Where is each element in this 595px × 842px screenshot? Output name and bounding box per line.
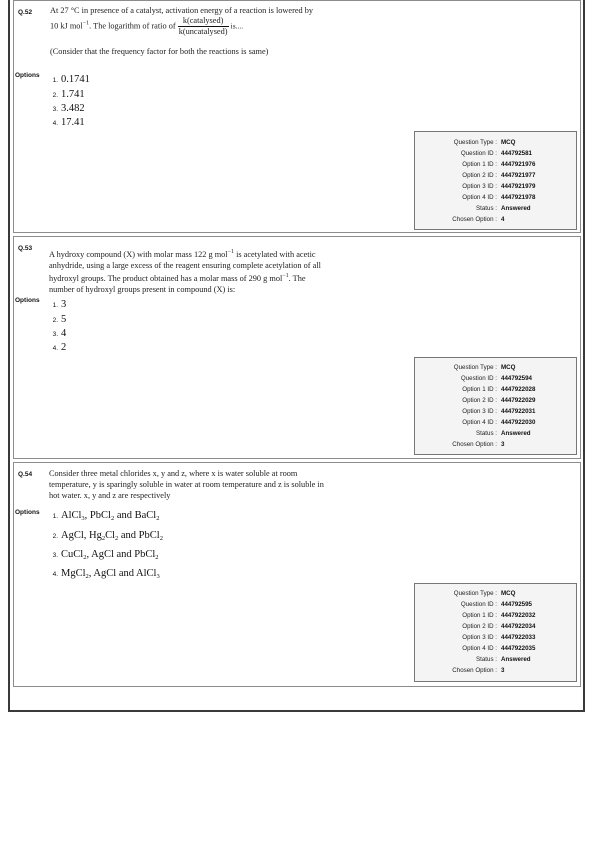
- info-label: Chosen Option :: [452, 441, 497, 448]
- option2-id-value: 4447922034: [501, 623, 536, 630]
- option-4[interactable]: [48, 563, 160, 581]
- info-label: Option 2 ID :: [462, 172, 497, 179]
- option-number: 3.: [52, 106, 58, 113]
- option-value: AgCl, $Hg_2Cl_2$ and PbCl$_2$: [61, 530, 163, 542]
- info-label: Option 4 ID :: [462, 419, 497, 426]
- info-label: Option 4 ID :: [462, 194, 497, 201]
- info-label: Status :: [476, 430, 497, 437]
- option-number: 3.: [52, 331, 58, 338]
- question-id-value: 444792594: [501, 375, 532, 382]
- info-label: Question ID :: [460, 150, 497, 157]
- question-text-line: [49, 247, 394, 260]
- info-label: Question ID :: [460, 375, 497, 382]
- question-id-value: 444792581: [501, 150, 532, 157]
- option-value: 2: [61, 342, 67, 353]
- option-number: 2.: [52, 92, 58, 99]
- question-number: Q.53: [18, 245, 33, 252]
- info-label: Option 2 ID :: [462, 397, 497, 404]
- question-number: Q.52: [18, 9, 33, 16]
- question-id-value: 444792595: [501, 601, 532, 608]
- question-block-q53: [13, 236, 581, 459]
- info-label: Chosen Option :: [452, 216, 497, 223]
- question-text-line: At 27 °C in presence of a catalyst, activation energy of a reaction is lowered by: [50, 6, 314, 15]
- option-number: 4.: [52, 120, 58, 127]
- fraction-denominator: k(uncatalysed): [178, 27, 228, 36]
- option-number: 2.: [52, 317, 58, 324]
- status-value: Answered: [501, 430, 531, 437]
- question-number: Q.54: [18, 471, 33, 478]
- question-text-line: temperature, y is sparingly soluble in water at room temperature and z is soluble in: [49, 480, 324, 489]
- status-value: Answered: [501, 205, 531, 212]
- option-2[interactable]: [48, 525, 163, 543]
- question-info-panel: [414, 357, 577, 455]
- question-text: [49, 247, 394, 295]
- question-text-span: is acetylated with acetic: [236, 250, 316, 259]
- info-label: Status :: [476, 205, 497, 212]
- question-type-value: MCQ: [501, 139, 516, 146]
- chosen-option-value: 4: [501, 216, 505, 223]
- options-label: Options: [15, 509, 40, 516]
- question-type-value: MCQ: [501, 364, 516, 371]
- option4-id-value: 4447922030: [501, 419, 536, 426]
- info-label: Question Type :: [453, 590, 497, 597]
- option4-id-value: 4447921978: [501, 194, 536, 201]
- option3-id-value: 4447922031: [501, 408, 536, 415]
- option-4[interactable]: [48, 337, 66, 355]
- option-value: 1.741: [61, 89, 85, 100]
- superscript: −1: [82, 20, 90, 27]
- option-value: CuCl$_2$, AgCl and PbCl$_2$: [61, 549, 159, 561]
- info-label: Option 1 ID :: [462, 386, 497, 393]
- fraction-numerator: k(catalysed): [178, 16, 229, 27]
- info-label: Option 4 ID :: [462, 645, 497, 652]
- question-text-line: Consider three metal chlorides x, y and z, where x is water soluble at room: [49, 469, 298, 478]
- info-label: Question Type :: [453, 364, 497, 371]
- option1-id-value: 4447922032: [501, 612, 536, 619]
- question-text-line: [49, 271, 394, 284]
- question-text-span: A hydroxy compound (X) with molar mass 122 g mol: [49, 250, 228, 259]
- option4-id-value: 4447922035: [501, 645, 536, 652]
- option-4[interactable]: [48, 112, 85, 130]
- info-label: Question Type :: [453, 139, 497, 146]
- option-number: 3.: [52, 552, 58, 559]
- option-value: AlCl$_3$, PbCl$_2$ and BaCl$_2$: [61, 510, 160, 522]
- option3-id-value: 4447922033: [501, 634, 536, 641]
- info-label: Option 2 ID :: [462, 623, 497, 630]
- option-value: 5: [61, 314, 67, 325]
- option-1[interactable]: [48, 505, 159, 523]
- ratio-fraction: [178, 16, 229, 37]
- info-label: Question ID :: [460, 601, 497, 608]
- question-block-q54: [13, 462, 581, 687]
- option-value: 4: [61, 328, 67, 339]
- chosen-option-value: 3: [501, 667, 505, 674]
- question-text: [49, 468, 394, 501]
- option-number: 4.: [52, 571, 58, 578]
- info-label: Option 3 ID :: [462, 183, 497, 190]
- question-block-q52: [13, 0, 581, 233]
- question-text-line: hot water. x, y and z are respectively: [49, 491, 171, 500]
- question-text-line: number of hydroxyl groups present in compound (X) is:: [49, 285, 236, 294]
- option1-id-value: 4447921976: [501, 161, 536, 168]
- question-text-line: anhydride, using a large excess of the reagent ensuring complete acetylation of all: [49, 261, 321, 270]
- question-text: [50, 5, 390, 57]
- superscript: −1: [227, 249, 234, 255]
- answer-sheet-page: [8, 0, 585, 712]
- option-value: 3: [61, 299, 67, 310]
- option-number: 1.: [52, 302, 58, 309]
- option2-id-value: 4447922029: [501, 397, 536, 404]
- question-text-span: hydroxyl groups. The product obtained has a molar mass of 290 g mol: [49, 274, 283, 283]
- option3-id-value: 4447921979: [501, 183, 536, 190]
- question-text-line: (Consider that the frequency factor for both the reactions is same): [50, 47, 269, 56]
- question-type-value: MCQ: [501, 590, 516, 597]
- info-label: Option 1 ID :: [462, 612, 497, 619]
- option-number: 1.: [52, 77, 58, 84]
- option-number: 4.: [52, 345, 58, 352]
- option-number: 1.: [52, 513, 58, 520]
- question-text-span: . The: [288, 274, 306, 283]
- options-label: Options: [15, 297, 40, 304]
- option1-id-value: 4447922028: [501, 386, 536, 393]
- superscript: −1: [282, 273, 289, 279]
- option2-id-value: 4447921977: [501, 172, 536, 179]
- status-value: Answered: [501, 656, 531, 663]
- info-label: Option 1 ID :: [462, 161, 497, 168]
- question-info-panel: [414, 131, 577, 230]
- question-text-span: . The logarithm of ratio of: [89, 21, 176, 31]
- option-value: 3.482: [61, 103, 85, 114]
- question-info-panel: [414, 583, 577, 682]
- option-value: MgCl$_2$, AgCl and AlCl$_3$: [61, 568, 160, 580]
- info-label: Option 3 ID :: [462, 408, 497, 415]
- option-value: 0.1741: [61, 74, 90, 85]
- info-label: Status :: [476, 656, 497, 663]
- info-label: Chosen Option :: [452, 667, 497, 674]
- info-label: Option 3 ID :: [462, 634, 497, 641]
- question-text-line: [50, 16, 390, 37]
- question-text-span: 10 kJ mol: [50, 21, 83, 31]
- options-label: Options: [15, 72, 40, 79]
- chosen-option-value: 3: [501, 441, 505, 448]
- option-value: 17.41: [61, 117, 85, 128]
- question-text-span: is....: [230, 21, 244, 31]
- option-3[interactable]: [48, 544, 159, 562]
- option-number: 2.: [52, 533, 58, 540]
